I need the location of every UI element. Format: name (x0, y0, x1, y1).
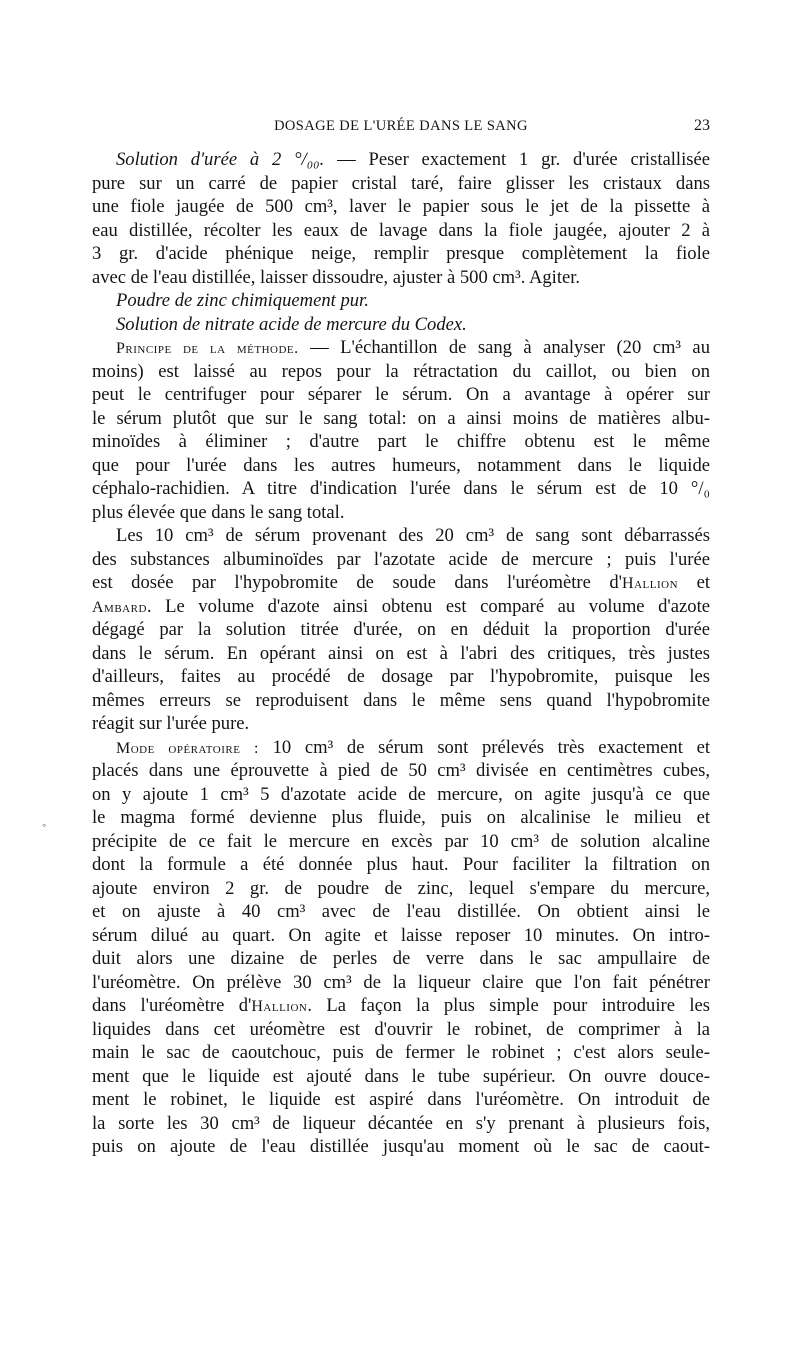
page-header (92, 116, 710, 138)
paragraph-line: et on ajuste à 40 cm³ avec de l'eau distillée. On obtient ainsi le (92, 901, 710, 922)
section-heading: Principe de la méthode. (116, 340, 299, 357)
paragraph-line: Les 10 cm³ de sérum provenant des 20 cm³ de sang sont débarrassés (116, 525, 710, 546)
paragraph-line: des substances albuminoïdes par l'azotate acide de mercure ; puis l'urée (92, 548, 710, 570)
paragraph-line: céphalo-rachidien. A titre d'indication l'urée dans le sérum est de 10 °/₀ (92, 478, 710, 499)
line-text: est dosée par l'hypobromite de soude dans l'uréomètre d' (92, 572, 623, 593)
paragraph-line: l'uréomètre. On prélève 30 cm³ de la liqueur claire que l'on fait pénétrer (92, 971, 710, 993)
paragraph-line: le magma formé devienne plus fluide, puis on alcalinise le milieu et (92, 807, 710, 828)
line-text: 10 cm³ de sérum sont prélevés très exactement et (258, 736, 710, 758)
body-text (92, 148, 710, 1166)
paragraph-line: avec de l'eau distillée, laisser dissoudre, ajuster à 500 cm³. Agiter. (92, 266, 581, 288)
paragraph-line: précipite de ce fait le mercure en excès par 10 cm³ de solution alcaline (92, 830, 710, 852)
paragraph-line (92, 994, 710, 1018)
paragraph-line: sérum dilué au quart. On agite et laisse reposer 10 minutes. On intro- (92, 924, 710, 946)
paragraph-line: mêmes erreurs se reproduisent dans le même sens quand l'hypobromite (92, 689, 710, 711)
section-heading: Mode opératoire : (116, 739, 259, 757)
paragraph-line: plus élevée que dans le sang total. (92, 501, 345, 523)
paragraph-line: d'ailleurs, faites au procédé de dosage par l'hypobromite, puisque les (92, 666, 710, 687)
paragraph-line (92, 595, 710, 619)
run-in-heading: Solution d'urée à 2 °/₀₀. (116, 149, 325, 170)
paragraph-line: on y ajoute 1 cm³ 5 d'azotate acide de mercure, on agite jusqu'à ce que (92, 783, 710, 805)
margin-speck: ◦ (42, 818, 47, 832)
paragraph-line (92, 736, 710, 760)
paragraph-line: peut le centrifuger pour séparer le sérum. On a avantage à opérer sur (92, 384, 710, 405)
running-title: DOSAGE DE L'URÉE DANS LE SANG (274, 118, 528, 134)
paragraph-line: dégagé par la solution titrée d'urée, on en déduit la proportion d'urée (92, 619, 710, 640)
paragraph-line: duit alors une dizaine de perles de verre dans le sac ampullaire de (92, 948, 710, 969)
page-number: 23 (694, 117, 710, 134)
line-text: — Peser exactement 1 gr. d'urée cristallisée (324, 149, 710, 170)
paragraph-line: la sorte les 30 cm³ de liqueur décantée en s'y prenant à plusieurs fois, (92, 1112, 710, 1134)
paragraph-line: ajoute environ 2 gr. de poudre de zinc, lequel s'empare du mercure, (92, 877, 710, 899)
paragraph-line: pure sur un carré de papier cristal taré, faire glisser les cristaux dans (92, 172, 710, 194)
paragraph-line: liquides dans cet uréomètre est d'ouvrir le robinet, de comprimer à la (92, 1018, 710, 1040)
author-name: Hallion (622, 575, 679, 592)
paragraph-line: eau distillée, récolter les eaux de lavage dans la fiole jaugée, ajouter 2 à (92, 219, 710, 241)
paragraph-line: dont la formule a été donnée plus haut. Pour faciliter la filtration on (92, 854, 710, 875)
paragraph-line: une fiole jaugée de 500 cm³, laver le papier sous le jet de la pissette à (92, 196, 710, 217)
paragraph-line (92, 148, 710, 172)
paragraph-line (92, 571, 710, 595)
paragraph-line: le sérum plutôt que sur le sang total: on a ainsi moins de matières albu- (92, 407, 710, 429)
line-text: et (678, 572, 710, 593)
line-text: . Le volume d'azote ainsi obtenu est comparé au volume d'azote (146, 595, 710, 617)
line-text: dans l'uréomètre d' (92, 995, 252, 1016)
truncated-line: puis on ajoute de l'eau distillée jusqu'au moment où le sac de caout- (92, 1136, 710, 1157)
line-text: . La façon la plus simple pour introduire les (307, 995, 710, 1016)
paragraph-line: 3 gr. d'acide phénique neige, remplir presque complètement la fiole (92, 243, 710, 264)
reagent-item: Solution de nitrate acide de mercure du Codex. (116, 313, 467, 335)
paragraph-line: moins) est laissé au repos pour la rétractation du caillot, ou bien on (92, 360, 710, 382)
author-name: Hallion (251, 998, 308, 1015)
line-text: — L'échantillon de sang à analyser (20 cm³ au (298, 337, 710, 358)
author-name: Ambard (92, 598, 147, 616)
paragraph-line: ment que le liquide est ajouté dans le tube supérieur. On ouvre douce- (92, 1065, 710, 1087)
paragraph-line (92, 336, 710, 360)
paragraph-line: main le sac de caoutchouc, puis de fermer le robinet ; c'est alors seule- (92, 1042, 710, 1063)
paragraph-line: réagit sur l'urée pure. (92, 713, 250, 734)
paragraph-line: que pour l'urée dans les autres humeurs, notamment dans le liquide (92, 454, 710, 476)
paragraph-line: ment le robinet, le liquide est aspiré dans l'uréomètre. On introduit de (92, 1089, 710, 1110)
reagent-item: Poudre de zinc chimiquement pur. (116, 290, 369, 311)
paragraph-line: dans le sérum. En opérant ainsi on est à l'abri des critiques, très justes (92, 642, 710, 664)
paragraph-line: minoïdes à éliminer ; d'autre part le chiffre obtenu est le même (92, 431, 710, 452)
paragraph-line: placés dans une éprouvette à pied de 50 cm³ divisée en centimètres cubes, (92, 760, 710, 781)
